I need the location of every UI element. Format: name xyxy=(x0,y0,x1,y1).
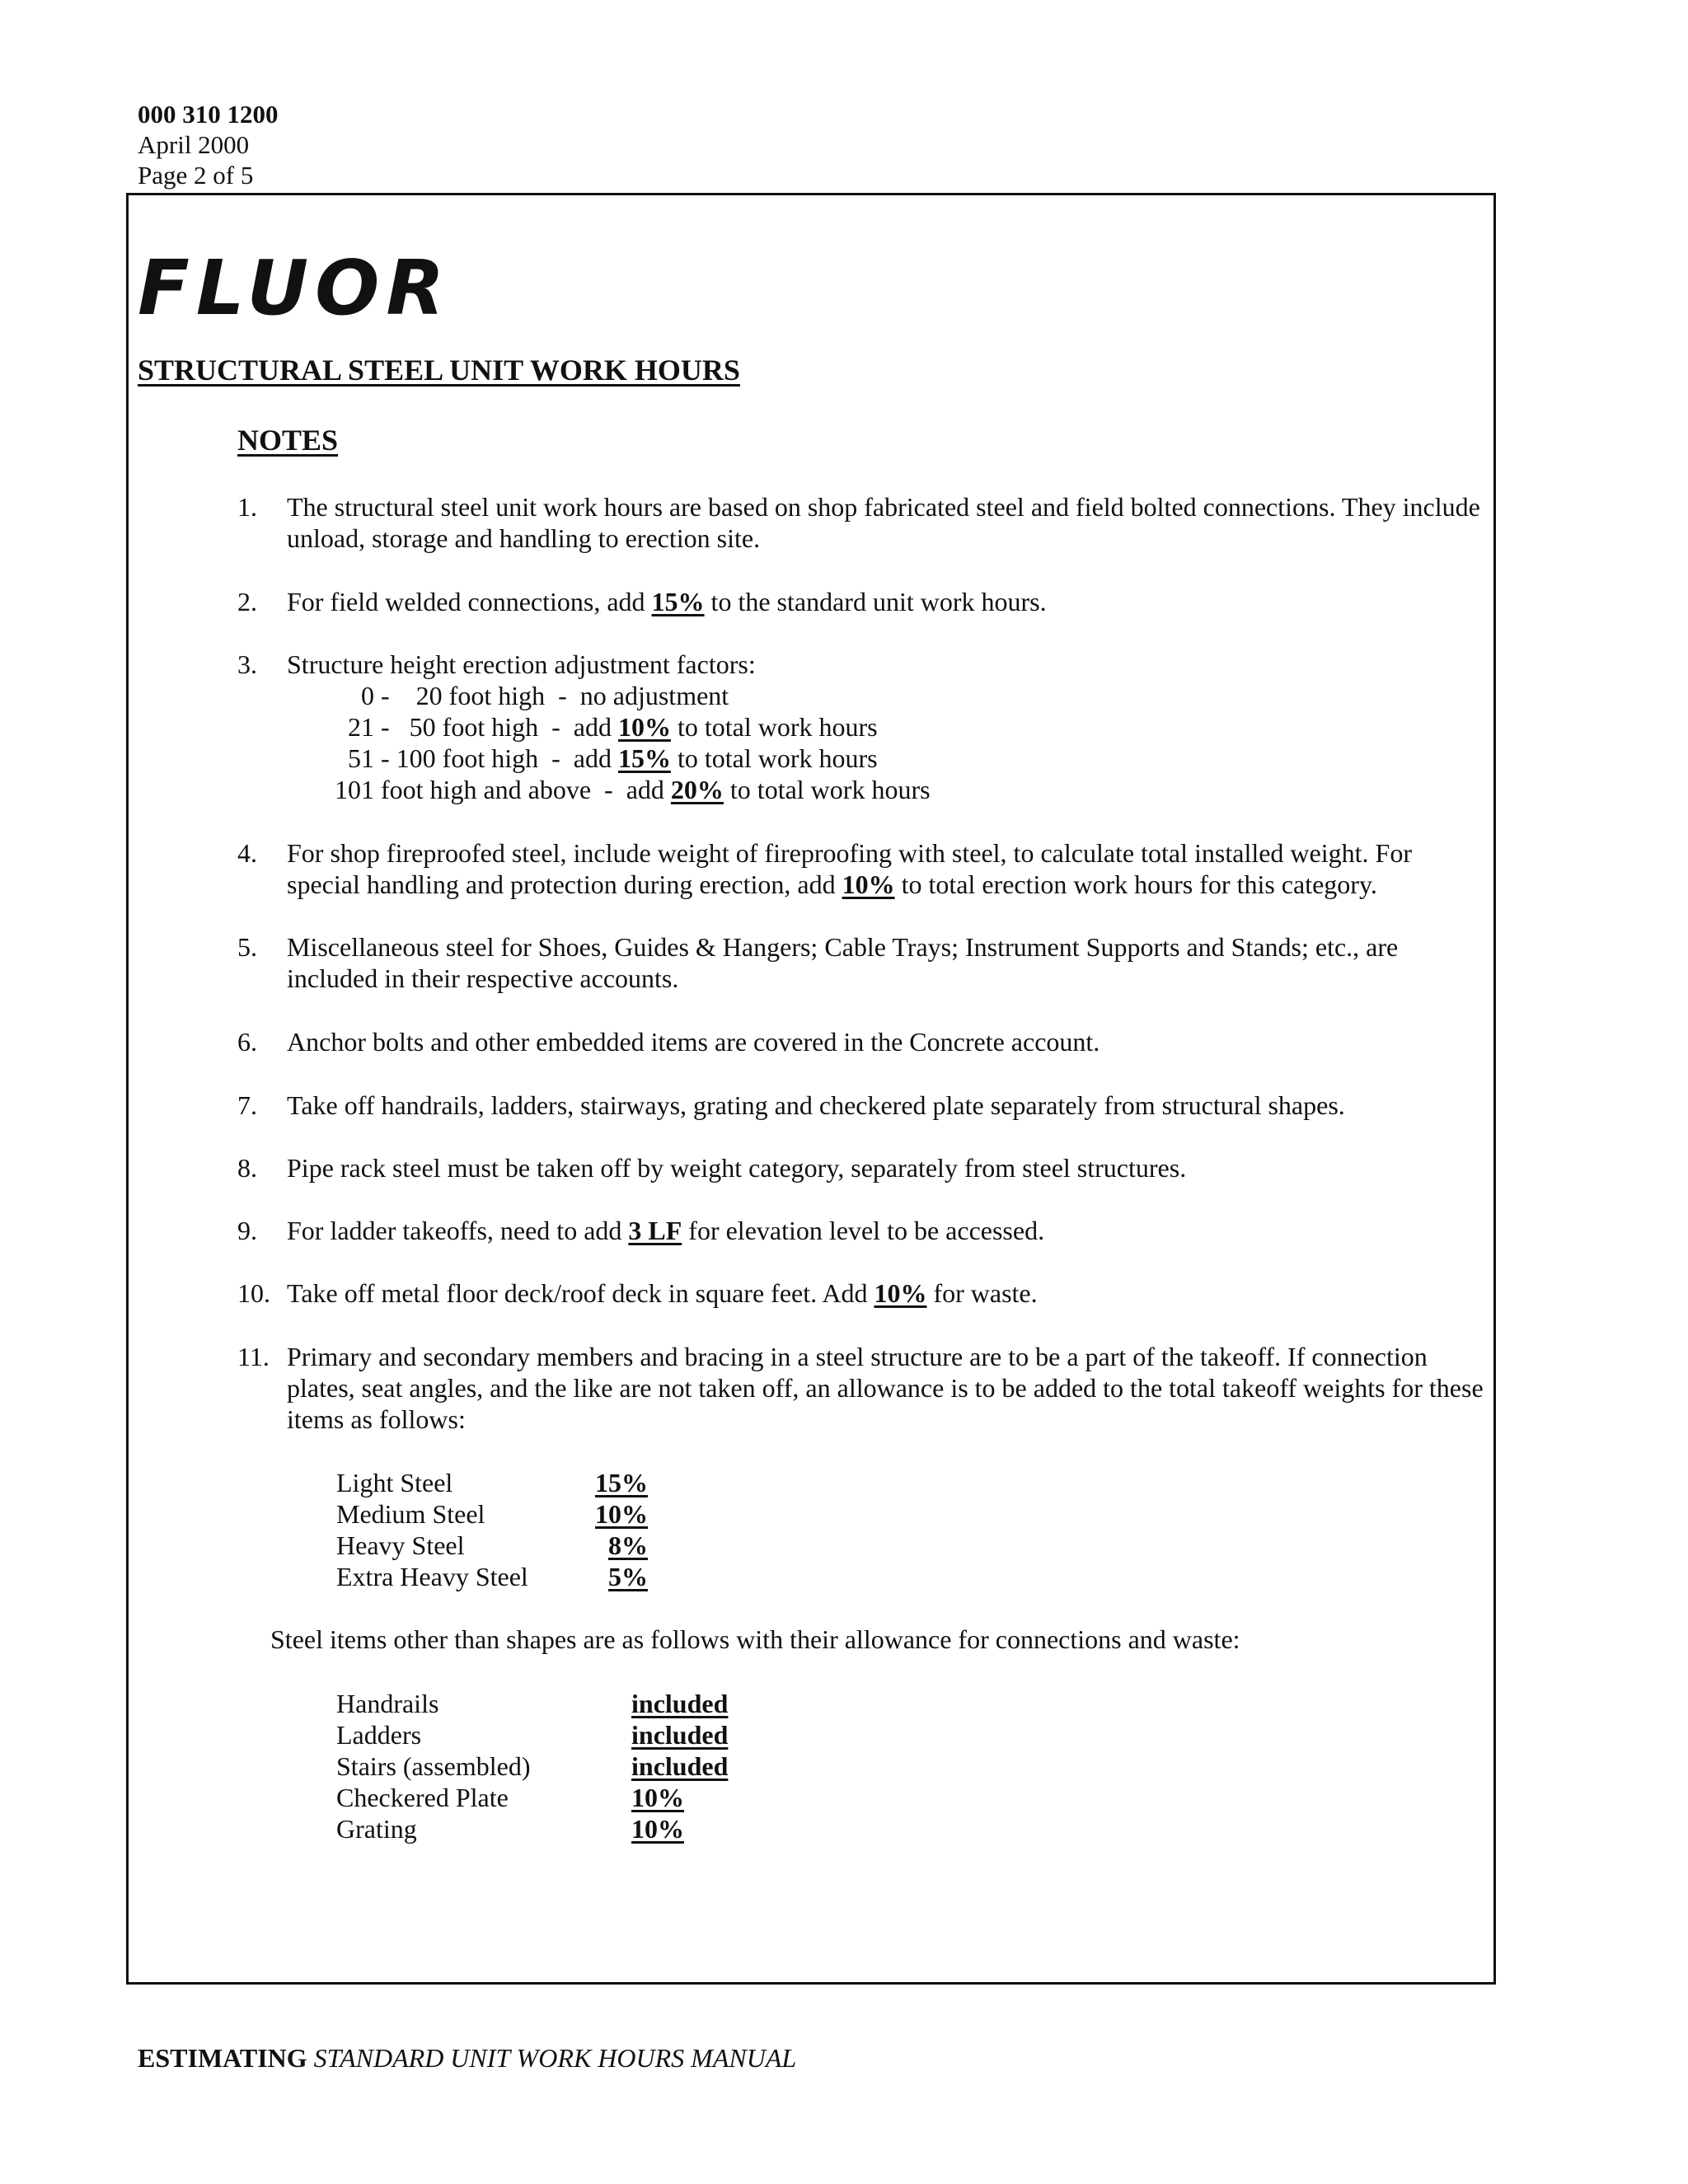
note-text: For field welded connections, add 15% to the standard unit work hours. xyxy=(287,587,1047,616)
note-text: Primary and secondary members and bracing in a steel structure are to be a part of the takeoff. If connection plates, seat angles, and the like are not taken off, an allowance is to be added to the total takeoff weights for these items as follows: xyxy=(287,1342,1484,1434)
emphasis-value: 10% xyxy=(874,1278,927,1308)
note-text: Structure height erection adjustment factors: xyxy=(287,649,756,679)
note-number: 1. xyxy=(237,492,257,522)
note-text: Miscellaneous steel for Shoes, Guides & Hangers; Cable Trays; Instrument Supports and Stands; etc., are included in their respective accounts. xyxy=(287,932,1399,993)
note-text: For shop fireproofed steel, include weight of fireproofing with steel, to calculate total installed weight. For special handling and protection during erection, add 10% to total erection work hours for this category. xyxy=(287,838,1412,899)
note-text: Take off metal floor deck/roof deck in square feet. Add 10% for waste. xyxy=(287,1278,1038,1308)
notes-heading: NOTES xyxy=(237,424,339,457)
note-number: 11. xyxy=(237,1342,270,1371)
note-number: 4. xyxy=(237,838,257,868)
footer-italic: STANDARD UNIT WORK HOURS MANUAL xyxy=(313,2043,797,2073)
emphasis-value: 10% xyxy=(842,869,895,899)
document-number: 000 310 1200 xyxy=(138,100,279,129)
height-factor-row: 21 - 50 foot high - add 10% to total work hours xyxy=(348,712,878,742)
document-date: April 2000 xyxy=(138,130,250,159)
emphasis-value: 15% xyxy=(651,587,705,616)
fluor-logo: FLUOR xyxy=(138,244,452,332)
height-factor-row: 0 - 20 foot high - no adjustment xyxy=(361,681,729,710)
note-text: Pipe rack steel must be taken off by weight category, separately from steel structures. xyxy=(287,1153,1187,1183)
note-number: 5. xyxy=(237,932,257,962)
page-footer xyxy=(138,2042,796,2074)
note-text: Take off handrails, ladders, stairways, grating and checkered plate separately from structural shapes. xyxy=(287,1090,1345,1120)
note-number: 2. xyxy=(237,587,257,616)
content-frame xyxy=(126,193,1496,1985)
note-number: 7. xyxy=(237,1090,257,1120)
note-text: Anchor bolts and other embedded items are covered in the Concrete account. xyxy=(287,1027,1100,1057)
height-factor-row: 101 foot high and above - add 20% to total work hours xyxy=(335,775,931,804)
emphasis-value: 3 LF xyxy=(628,1216,682,1245)
footer-bold: ESTIMATING xyxy=(138,2043,307,2073)
note-number: 3. xyxy=(237,649,257,679)
note-number: 6. xyxy=(237,1027,257,1057)
page-number: Page 2 of 5 xyxy=(138,161,254,190)
note-text: For ladder takeoffs, need to add 3 LF for elevation level to be accessed. xyxy=(287,1216,1045,1245)
document-header xyxy=(138,99,279,190)
note-number: 10. xyxy=(237,1278,270,1308)
other-items-intro: Steel items other than shapes are as follows with their allowance for connections and waste: xyxy=(270,1624,1240,1654)
note-number: 8. xyxy=(237,1153,257,1183)
note-number: 9. xyxy=(237,1216,257,1245)
note-text: The structural steel unit work hours are based on shop fabricated steel and field bolted connections. They include unload, storage and handling to erection site. xyxy=(287,492,1480,553)
page-title: STRUCTURAL STEEL UNIT WORK HOURS xyxy=(138,354,740,387)
height-factor-row: 51 - 100 foot high - add 15% to total work hours xyxy=(348,743,878,773)
